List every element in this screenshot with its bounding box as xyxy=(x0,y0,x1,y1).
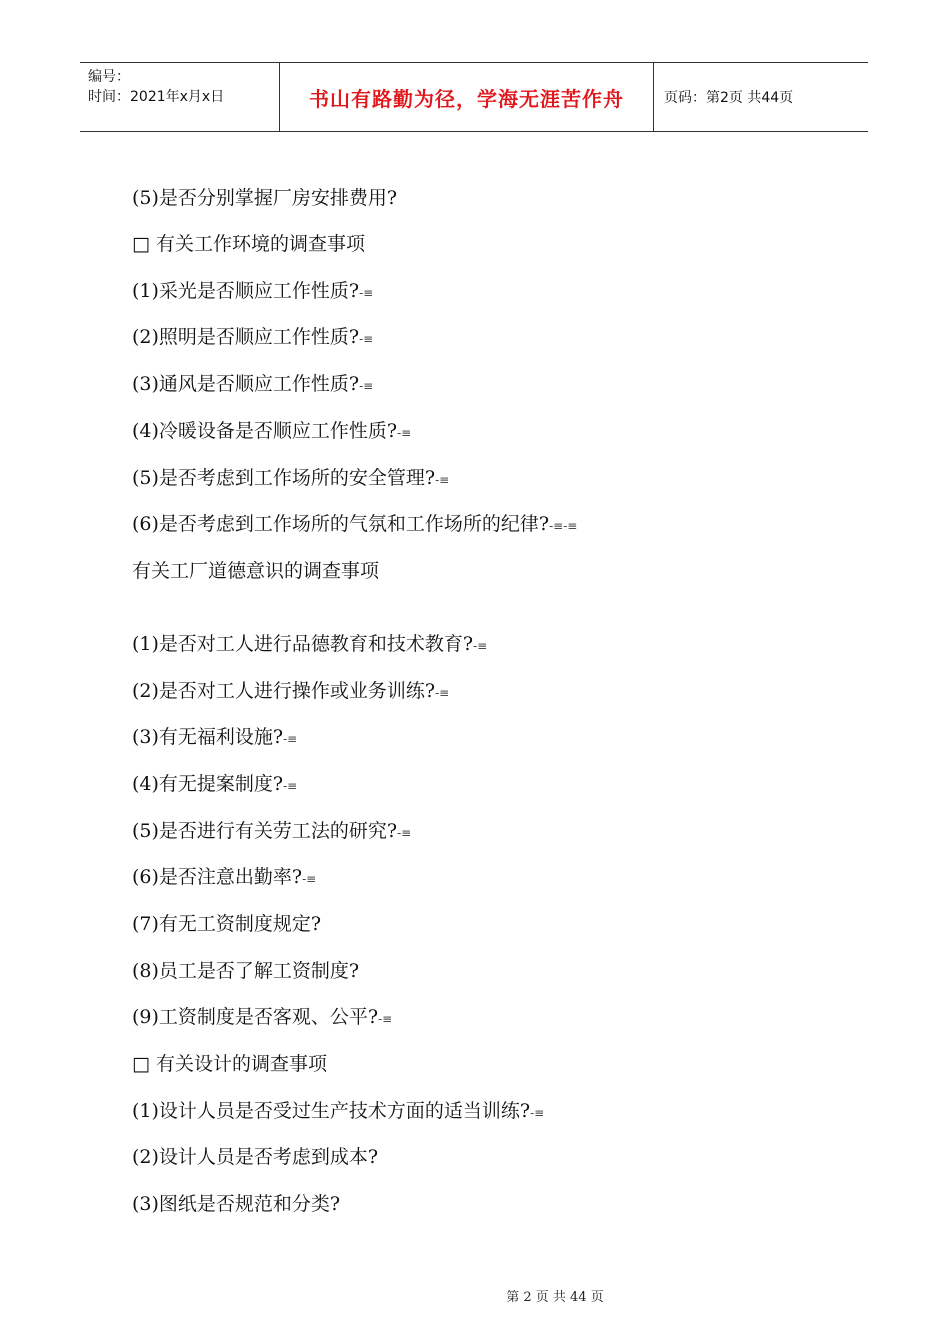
body-line: (4)有无提案制度?-≡ xyxy=(132,773,298,795)
page-footer xyxy=(0,1286,950,1305)
body-line: (2)照明是否顺应工作性质?-≡ xyxy=(132,326,374,348)
section-heading: 有关工厂道德意识的调查事项 xyxy=(132,560,380,582)
header-meta xyxy=(80,63,280,131)
body-line: (5)是否进行有关劳工法的研究?-≡ xyxy=(132,820,412,842)
body-line: (2)是否对工人进行操作或业务训练?-≡ xyxy=(132,680,450,702)
footer-page-number: 第 2 页 共 44 页 xyxy=(506,1290,604,1305)
body-line: (6)是否注意出勤率?-≡ xyxy=(132,866,317,888)
body-line: (2)设计人员是否考虑到成本? xyxy=(132,1146,379,1168)
body-line: (3)通风是否顺应工作性质?-≡ xyxy=(132,373,374,395)
body-line: (7)有无工资制度规定? xyxy=(132,913,322,935)
section-heading: □ 有关工作环境的调查事项 xyxy=(132,233,365,255)
header-motto xyxy=(280,63,654,131)
page-header xyxy=(80,62,868,132)
body-line: (1)采光是否顺应工作性质?-≡ xyxy=(132,280,374,302)
section-heading: □ 有关设计的调查事项 xyxy=(132,1053,327,1075)
header-page-info xyxy=(654,63,868,131)
body-line: (3)有无福利设施?-≡ xyxy=(132,726,298,748)
body-line: (5)是否考虑到工作场所的安全管理?-≡ xyxy=(132,467,450,489)
body-line: (5)是否分别掌握厂房安排费用? xyxy=(132,187,398,209)
body-line: (8)员工是否了解工资制度? xyxy=(132,960,360,982)
body-line: (3)图纸是否规范和分类? xyxy=(132,1193,341,1215)
document-time-label: 时间：2021年x月x日 xyxy=(88,89,225,105)
body-line: (4)冷暖设备是否顺应工作性质?-≡ xyxy=(132,420,412,442)
page-info-text: 页码：第2页 共44页 xyxy=(664,90,794,106)
body-line: (1)是否对工人进行品德教育和技术教育?-≡ xyxy=(132,633,488,655)
motto-text: 书山有路勤为径，学海无涯苦作舟 xyxy=(309,86,624,111)
document-number-label: 编号： xyxy=(88,69,130,85)
body-line: (9)工资制度是否客观、公平?-≡ xyxy=(132,1006,393,1028)
body-line: (6)是否考虑到工作场所的气氛和工作场所的纪律?-≡-≡ xyxy=(132,513,578,535)
body-line: (1)设计人员是否受过生产技术方面的适当训练?-≡ xyxy=(132,1100,545,1122)
